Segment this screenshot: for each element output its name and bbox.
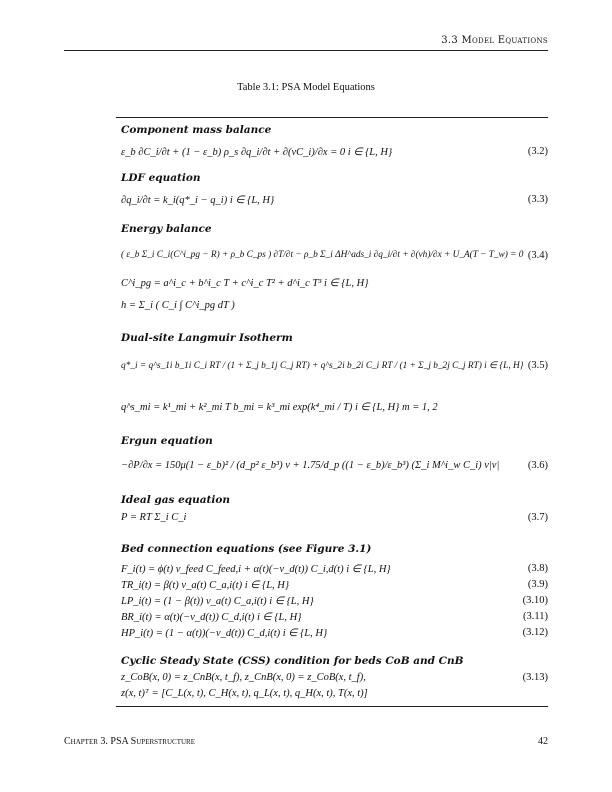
section-heading: Energy balance <box>121 223 212 235</box>
equation: P = RT Σ_i C_i <box>121 512 187 523</box>
equation: BR_i(t) = α(t)(−v_d(t)) C_d,i(t) i ∈ {L, H} <box>121 612 302 623</box>
section-heading: LDF equation <box>121 172 201 184</box>
section-heading: Component mass balance <box>121 124 272 136</box>
equation-number: (3.6) <box>527 460 548 471</box>
table-bottom-rule <box>116 706 548 707</box>
header-rule <box>64 50 548 51</box>
equation: q*_i = q^s_1i b_1i C_i RT / (1 + Σ_j b_1j C_j RT) + q^s_2i b_2i C_i RT / (1 + Σ_j b_2j C_j RT) i ∈ {L, H} <box>121 361 524 371</box>
equation-number: (3.13) <box>522 672 548 683</box>
equation-number: (3.9) <box>527 579 548 590</box>
equation-number: (3.11) <box>523 611 548 622</box>
equation-number: (3.2) <box>527 146 548 157</box>
equation: ( ε_b Σ_i C_i(C^i_pg − R) + ρ_b C_ps ) ∂T/∂t − ρ_b Σ_i ΔH^ads_i ∂q_i/∂t + ∂(vh)/∂x + U_A(T − T_w) = 0 <box>121 250 524 260</box>
section-heading: Ideal gas equation <box>121 494 231 506</box>
equation-number: (3.8) <box>527 563 548 574</box>
equation: q^s_mi = k¹_mi + k²_mi T b_mi = k³_mi exp(k⁴_mi / T) i ∈ {L, H} m = 1, 2 <box>121 402 438 413</box>
section-heading: Bed connection equations (see Figure 3.1) <box>121 543 372 555</box>
equation: F_i(t) = ϕ(t) v_feed C_feed,i + α(t)(−v_d(t)) C_i,d(t) i ∈ {L, H} <box>121 564 391 575</box>
equation-number: (3.4) <box>527 250 548 261</box>
section-heading: Ergun equation <box>121 435 213 447</box>
footer-chapter: Chapter 3. PSA Superstructure <box>64 736 195 747</box>
equation: h = Σ_i ( C_i ∫ C^i_pg dT ) <box>121 300 235 311</box>
table-caption: Table 3.1: PSA Model Equations <box>237 82 375 93</box>
equation: C^i_pg = a^i_c + b^i_c T + c^i_c T² + d^i_c T³ i ∈ {L, H} <box>121 278 369 289</box>
equation: LP_i(t) = (1 − β(t)) v_a(t) C_a,i(t) i ∈ {L, H} <box>121 596 314 607</box>
equation: ε_b ∂C_i/∂t + (1 − ε_b) ρ_s ∂q_i/∂t + ∂(vC_i)/∂x = 0 i ∈ {L, H} <box>121 147 393 158</box>
page-number: 42 <box>538 736 548 747</box>
equation-number: (3.3) <box>527 194 548 205</box>
equation-number: (3.7) <box>527 512 548 523</box>
table-top-rule <box>116 117 548 118</box>
equation: ∂q_i/∂t = k_i(q*_i − q_i) i ∈ {L, H} <box>121 195 275 206</box>
equation: z(x, t)ᵀ = [C_L(x, t), C_H(x, t), q_L(x, t), q_H(x, t), T(x, t)] <box>121 688 368 699</box>
equation-number: (3.10) <box>522 595 548 606</box>
running-header: 3.3 Model Equations <box>441 35 548 46</box>
section-heading: Cyclic Steady State (CSS) condition for beds CoB and CnB <box>121 655 464 667</box>
equation: TR_i(t) = β(t) v_a(t) C_a,i(t) i ∈ {L, H} <box>121 580 290 591</box>
equation-number: (3.5) <box>527 360 548 371</box>
equation: z_CoB(x, 0) = z_CnB(x, t_f), z_CnB(x, 0) = z_CoB(x, t_f), <box>121 672 366 683</box>
equation: −∂P/∂x = 150μ(1 − ε_b)² / (d_p² ε_b³) v + 1.75/d_p ((1 − ε_b)/ε_b³) (Σ_i M^i_w C_i) v|v| <box>121 460 500 471</box>
section-heading: Dual-site Langmuir Isotherm <box>121 332 293 344</box>
equation: HP_i(t) = (1 − α(t))(−v_d(t)) C_d,i(t) i ∈ {L, H} <box>121 628 328 639</box>
equation-number: (3.12) <box>522 627 548 638</box>
